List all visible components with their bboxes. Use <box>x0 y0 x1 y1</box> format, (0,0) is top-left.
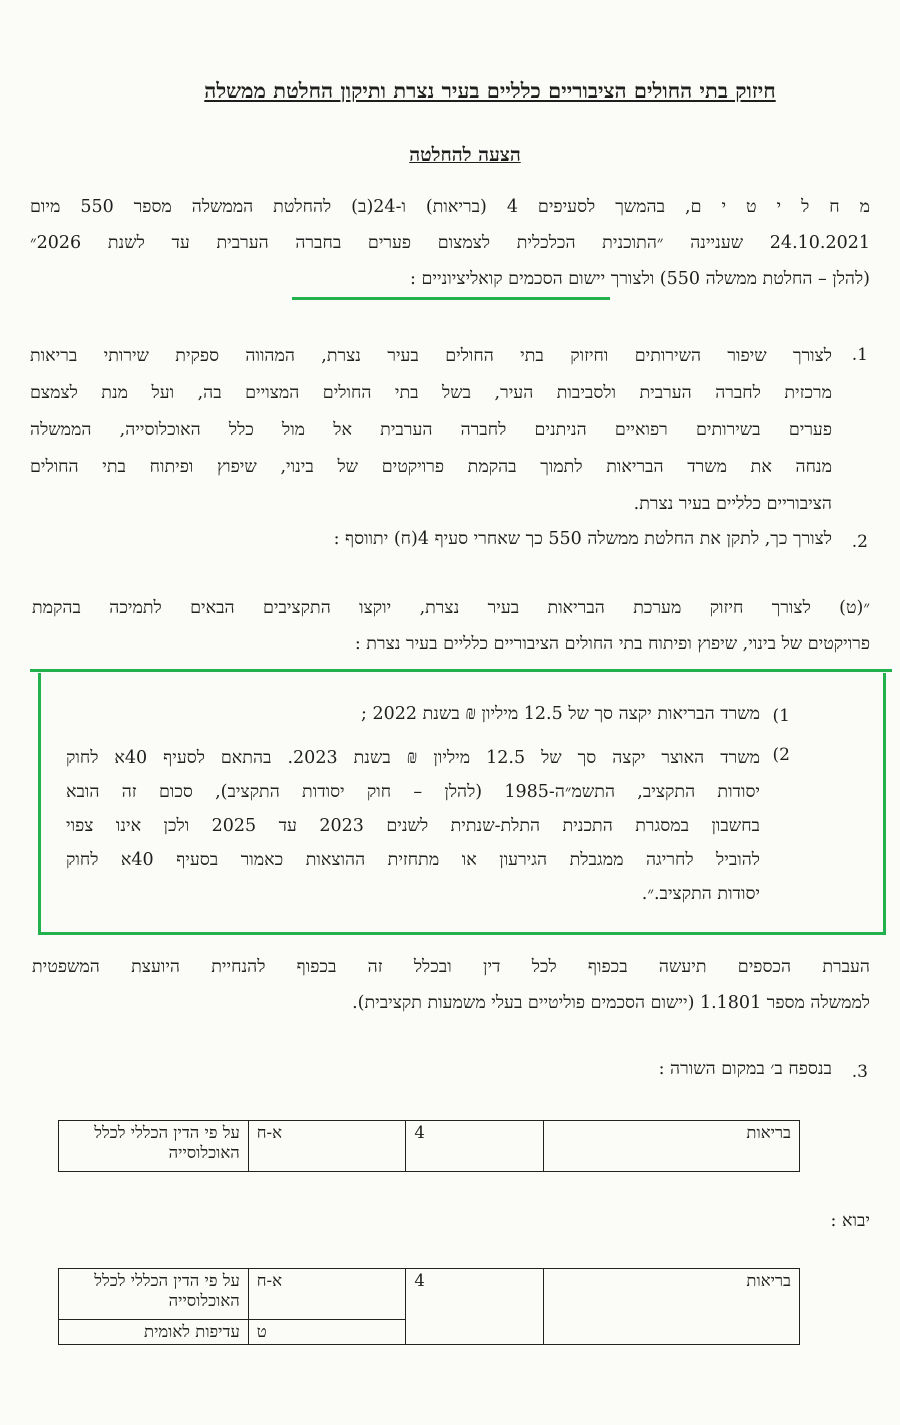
table-cell: 4 <box>406 1269 544 1345</box>
clause-t-line-1: ״(ט) לצורך חיזוק מערכת הבריאות בעיר נצרת, יוקצו התקציבים הבאים לתמיכה בהקמת <box>32 598 870 618</box>
table-cell: עדיפות לאומית <box>59 1320 249 1345</box>
table-cell: ט <box>248 1320 406 1345</box>
item-2-text: משרד האוצר יקצה סך של 12.5 מיליון ₪ בשנת 2023. בהתאם לסעיף 40א לחוק יסודות התקציב, התשמ״ה-1985 (להלן – חוק יסודות התקציב), סכום זה הובא בחשבון במסגרת התכנית התלת-שנתית לשנים 2023 עד 2025 ולכן אינו צפוי להוביל לחריגה ממגבלת הגירעון או מתחזית ההוצאות כאמור בסעיף 40א לחוק יסודות התקציב.״. <box>66 748 761 904</box>
table-cell: 4 <box>406 1121 544 1172</box>
section-3-text: בנספח ב׳ במקום השורה : <box>658 1059 832 1079</box>
table-row <box>59 1269 800 1320</box>
intro-line-1: מ ח ל י ט י ם, בהמשך לסעיפים 4 (בריאות) ו-24(ב) להחלטת הממשלה מספר 550 מיום <box>30 197 870 217</box>
section-3-number: 3. <box>851 1062 868 1082</box>
section-1-text: לצורך שיפור השירותים וחיזוק בתי החולים בעיר נצרת, המהווה ספקית שירותי בריאות מרכזית לחברה הערבית ולסביבות העיר, בשל בתי החולים המצויים בה, ועל מנת לצמצם פערים בשירותים רפואיים הניתנים לחברה הערבית אל מול כלל האוכלוסייה, הממשלה מנחה את משרד הבריאות לתמוך בהקמת פרויקטים של בינוי, שיפוץ ופיתוח בתי החולים הציבוריים כלליים בעיר נצרת. <box>30 346 832 514</box>
transfer-line-1: העברת הכספים תיעשה בכפוף לכל דין ובכלל זה בכפוף להנחיית היועצת המשפטית <box>32 957 870 977</box>
section-2-number: 2. <box>851 532 868 552</box>
document-subtitle: הצעה להחלטה <box>409 144 521 166</box>
section-2-text: לצורך כך, לתקן את החלטת ממשלה 550 כך שאחרי סעיף 4(ח) יתווסף : <box>333 529 832 549</box>
item-1-number: 1) <box>772 706 790 726</box>
table-after <box>58 1268 800 1345</box>
table-cell: א-ח <box>248 1269 406 1320</box>
will-come-label: יבוא : <box>830 1211 870 1231</box>
section-1-number: 1. <box>851 345 868 365</box>
table-before <box>58 1120 800 1172</box>
table-cell: א-ח <box>248 1121 406 1172</box>
table-row <box>59 1121 800 1172</box>
intro-line-3: (להלן – החלטת ממשלה 550) ולצורך יישום הסכמים קואליציוניים : <box>410 269 870 289</box>
clause-t-line-2: פרויקטים של בינוי, שיפוץ ופיתוח בתי החולים הציבוריים כלליים בעיר נצרת : <box>354 634 870 654</box>
item-2-number: 2) <box>772 745 790 765</box>
transfer-line-2: לממשלה מספר 1.1801 (יישום הסכמים פוליטיים בעלי משמעות תקציבית). <box>352 993 870 1013</box>
table-cell: בריאות <box>543 1269 799 1345</box>
intro-line-2: 24.10.2021 שעניינה ״התוכנית הכלכלית לצמצום פערים בחברה הערבית עד לשנת 2026״ <box>30 233 870 253</box>
table-cell: על פי הדין הכללי לכלל האוכלוסייה <box>59 1121 249 1172</box>
table-cell: בריאות <box>543 1121 799 1172</box>
table-cell: על פי הדין הכללי לכלל האוכלוסייה <box>59 1269 249 1320</box>
underline-highlight <box>292 297 610 300</box>
document-title: חיזוק בתי החולים הציבוריים כלליים בעיר נצרת ותיקון החלטת ממשלה <box>204 78 776 103</box>
item-1-text: משרד הבריאות יקצה סך של 12.5 מיליון ₪ בשנת 2022 ; <box>361 704 760 724</box>
highlight-box-top <box>30 669 892 672</box>
